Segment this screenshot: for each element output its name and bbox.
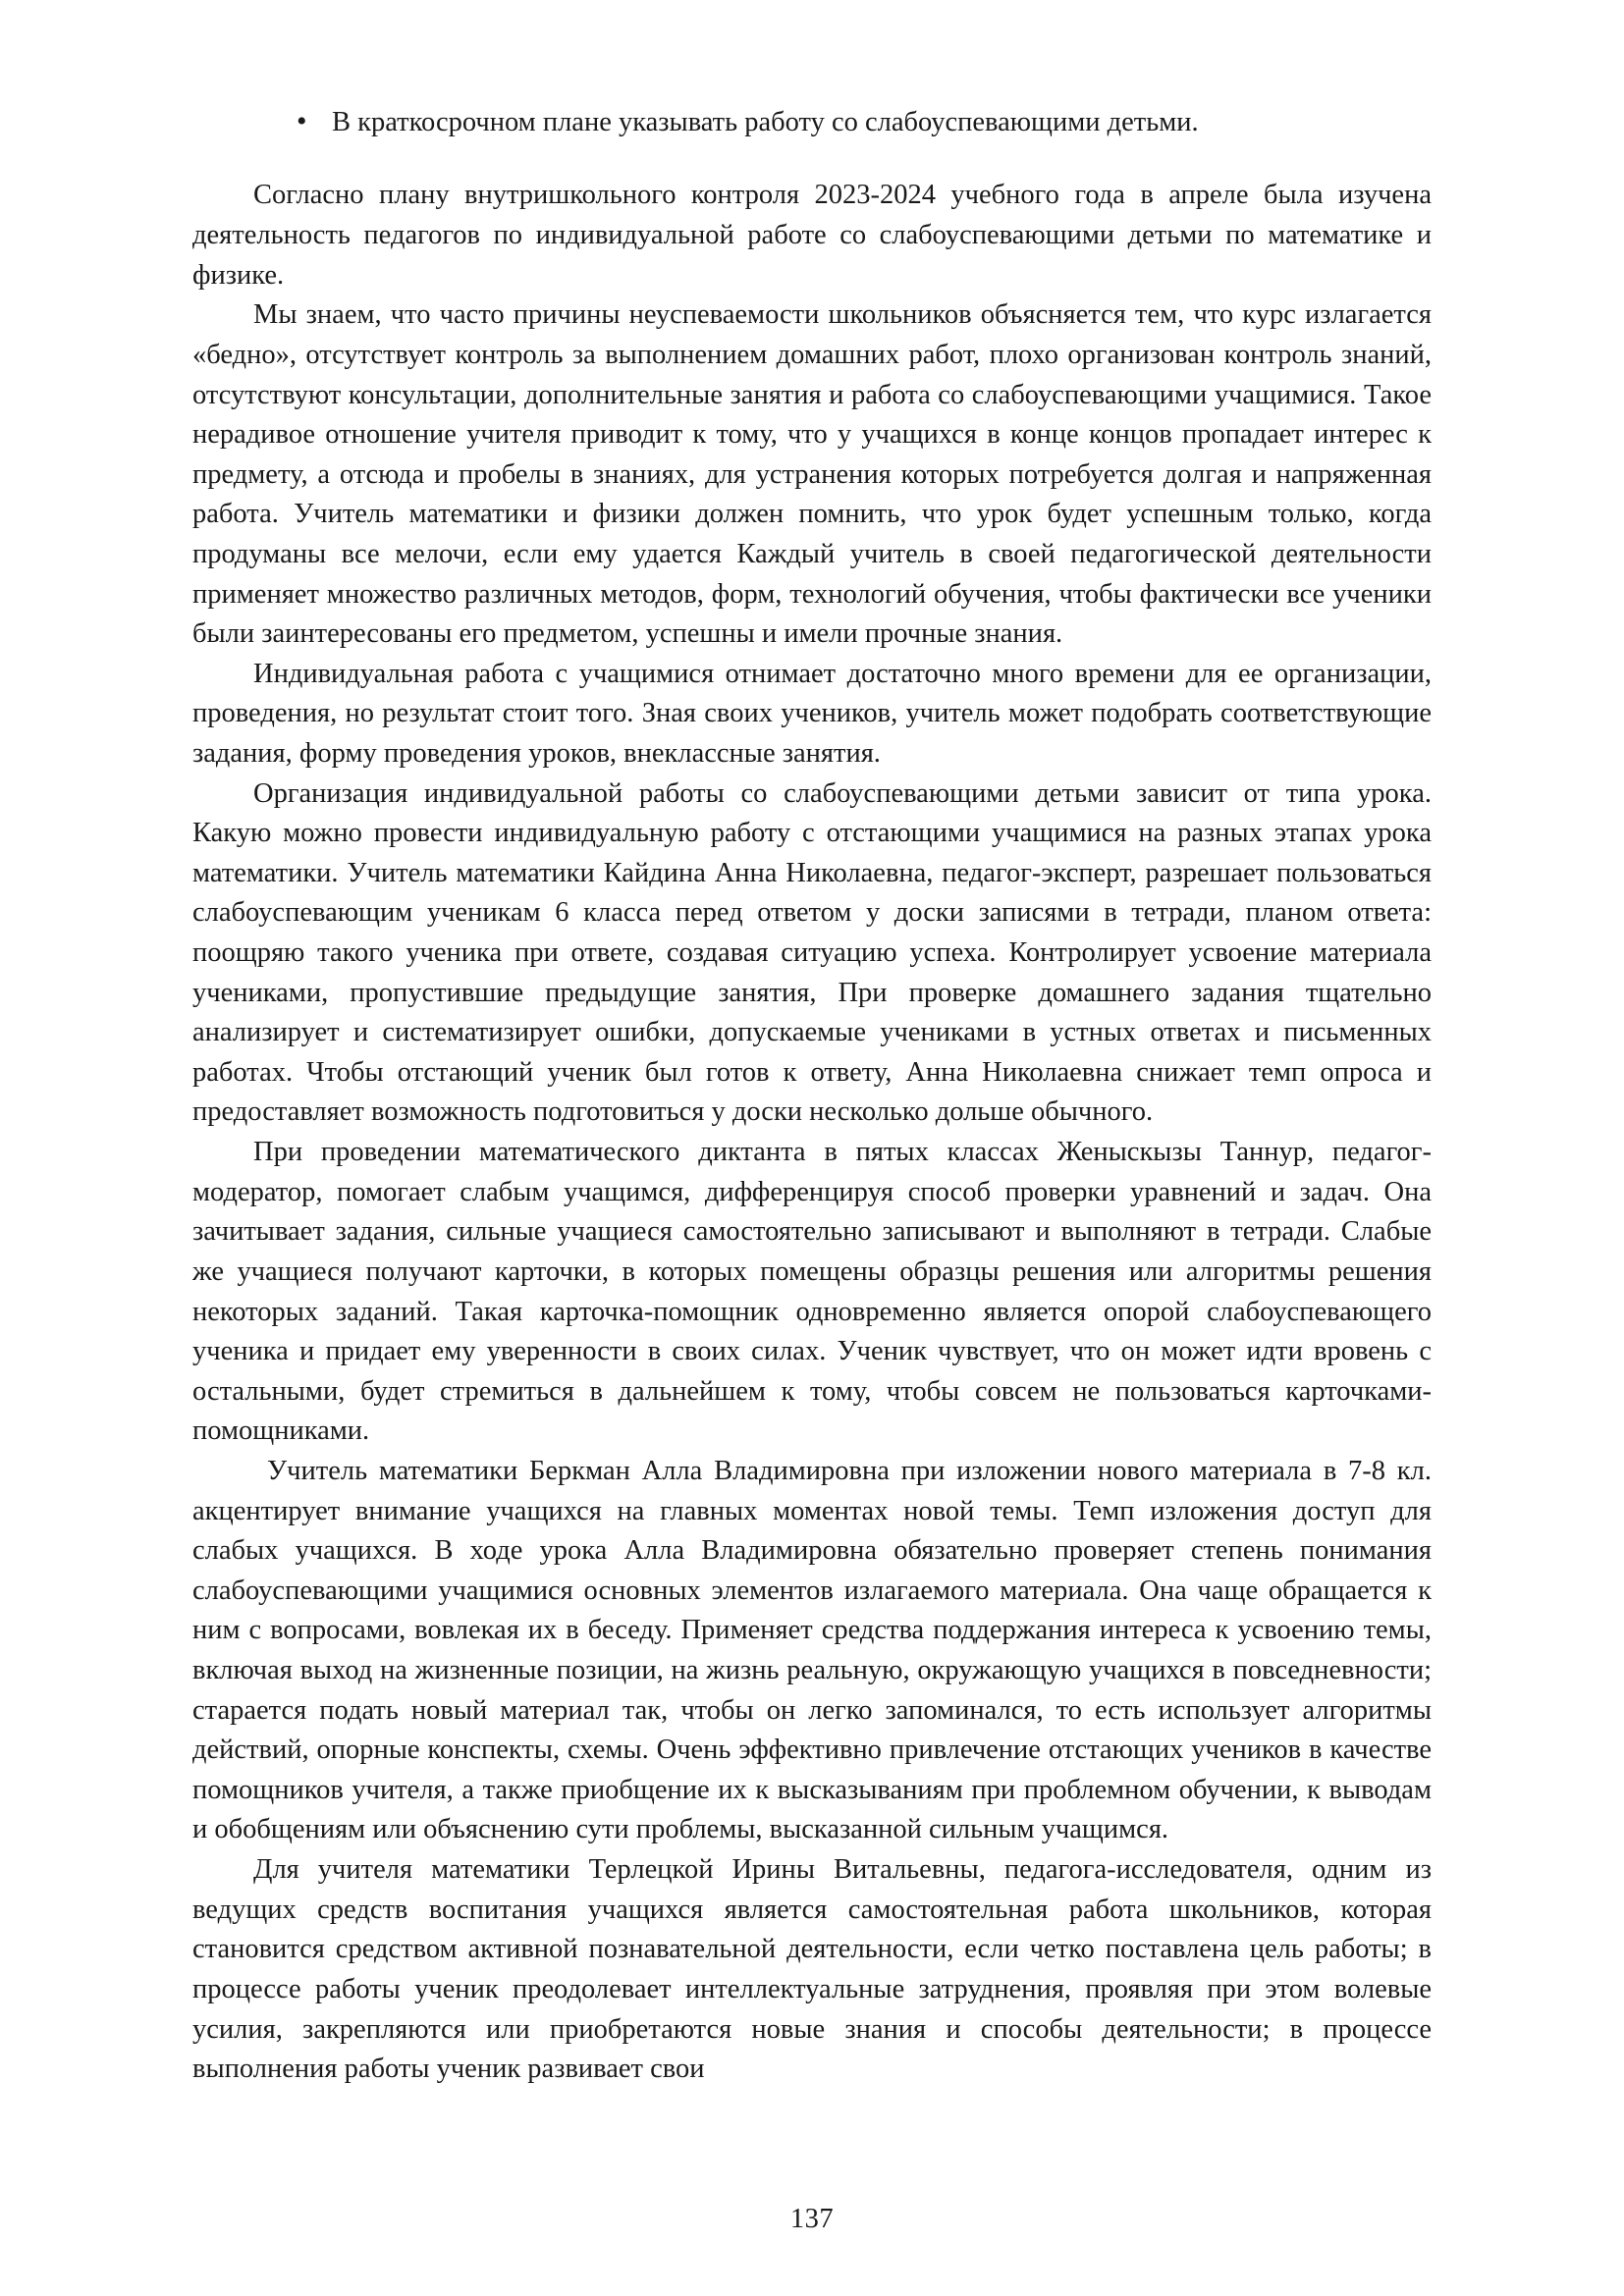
page-number: 137 — [789, 2204, 835, 2234]
list-item: • В краткосрочном плане указывать работу со слабоуспевающими детьми. — [192, 103, 1432, 142]
paragraph-7: Для учителя математики Терлецкой Ирины Витальевны, педагога-исследователя, одним из ведущих средств воспитания учащихся является самостоятельная работа школьников, которая становится средством активной познавательной деятельности, если четко поставлена цель работы; в процессе работы ученик преодолевает интеллектуальные затруднения, проявляя при этом волевые усилия, закрепляются или приобретаются новые знания и способы деятельности; в процессе выполнения работы ученик развивает свои — [192, 1854, 1432, 2085]
bullet-list — [192, 103, 1432, 142]
paragraph-1: Согласно плану внутришкольного контроля 2023-2024 учебного года в апреле была изучена деятельность педагогов по индивидуальной работе со слабоуспевающими детьми по математике и физике. — [192, 180, 1432, 291]
paragraph-5: При проведении математического диктанта в пятых классах Женыскызы Таннур, педагог-модератор, помогает слабым учащимся, дифференцируя способ проверки уравнений и задач. Она зачитывает задания, сильные учащиеся самостоятельно записывают и выполняют в тетради. Слабые же учащиеся получают карточки, в которых помещены образцы решения или алгоритмы решения некоторых заданий. Такая карточка-помощник одновременно является опорой слабоуспевающего ученика и придает ему уверенности в своих силах. Ученик чувствует, что он может идти вровень с остальными, будет стремиться в дальнейшем к тому, чтобы совсем не пользоваться карточками-помощниками. — [192, 1137, 1432, 1447]
page-content — [192, 103, 1432, 2090]
paragraph-2: Мы знаем, что часто причины неуспеваемости школьников объясняется тем, что курс излагается «бедно», отсутствует контроль за выполнением домашних работ, плохо организован контроль знаний, отсутствуют консультации, дополнительные занятия и работа со слабоуспевающими учащимися. Такое нерадивое отношение учителя приводит к тому, что у учащихся в конце концов пропадает интерес к предмету, а отсюда и пробелы в знаниях, для устранения которых потребуется долгая и напряженная работа. Учитель математики и физики должен помнить, что урок будет успешным только, когда продуманы все мелочи, если ему удается Каждый учитель в своей педагогической деятельности применяет множество различных методов, форм, технологий обучения, чтобы фактически все ученики были заинтересованы его предметом, успешны и имели прочные знания. — [192, 299, 1432, 650]
paragraph-4: Организация индивидуальной работы со слабоуспевающими детьми зависит от типа урока. Какую можно провести индивидуальную работу с отстающими учащимися на разных этапах урока математики. Учитель математики Кайдина Анна Николаевна, педагог-эксперт, разрешает пользоваться слабоуспевающим ученикам 6 класса перед ответом у доски записями в тетради, планом ответа: поощряю такого ученика при ответе, создавая ситуацию успеха. Контролирует усвоение материала учениками, пропустившие предыдущие занятия, При проверке домашнего задания тщательно анализирует и систематизирует ошибки, допускаемые учениками в устных ответах и письменных работах. Чтобы отстающий ученик был готов к ответу, Анна Николаевна снижает темп опроса и предоставляет возможность подготовиться у доски несколько дольше обычного. — [192, 777, 1432, 1128]
paragraph-3: Индивидуальная работа с учащимися отнимает достаточно много времени для ее организации, проведения, но результат стоит того. Зная своих учеников, учитель может подобрать соответствующие задания, форму проведения уроков, внеклассные занятия. — [192, 658, 1432, 769]
paragraph-6: Учитель математики Беркман Алла Владимировна при изложении нового материала в 7-8 кл. акцентирует внимание учащихся на главных моментах новой темы. Темп изложения доступ для слабых учащихся. В ходе урока Алла Владимировна обязательно проверяет степень понимания слабоуспевающими учащимися основных элементов излагаемого материала. Она чаще обращается к ним с вопросами, вовлекая их в беседу. Применяет средства поддержания интереса к усвоению темы, включая выход на жизненные позиции, на жизнь реальную, окружающую учащихся в повседневности; старается подать новый материал так, чтобы он легко запоминался, то есть использует алгоритмы действий, опорные конспекты, схемы. Очень эффективно привлечение отстающих учеников в качестве помощников учителя, а также приобщение их к высказываниям при проблемном обучении, к выводам и обобщениям или объяснению сути проблемы, высказанной сильным учащимся. — [192, 1455, 1432, 1845]
